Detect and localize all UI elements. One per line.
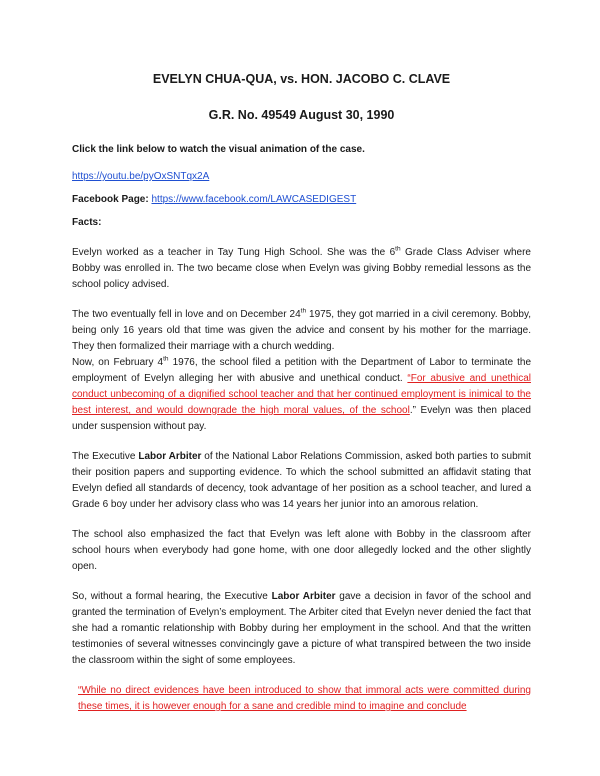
labor-arbiter-term: Labor Arbiter bbox=[138, 451, 202, 462]
facebook-label: Facebook Page: bbox=[72, 194, 149, 205]
arbiter-quote: “While no direct evidences have been introduced to show that immoral acts were committed during these times, it is however enough for a sane and credible mind to imagine and conclude bbox=[78, 685, 531, 712]
facts-paragraph-5: The school also emphasized the fact that Evelyn was left alone with Bobby in the classroom after school hours when everybody had gone home, with one door allegedly locked and the other slightly open. bbox=[72, 529, 531, 572]
facts-paragraph-4: The Executive Labor Arbiter of the National Labor Relations Commission, asked both parties to submit their position papers and supporting evidence. To which the school submitted an affidavit stating that Evelyn defied all standards of decency, took advantage of her position as a school teacher, and lured a Grade 6 boy under her advisory class who was 14 years her junior into an amorous relation. bbox=[72, 451, 531, 510]
facebook-link[interactable]: https://www.facebook.com/LAWCASEDIGEST bbox=[151, 194, 357, 205]
facts-paragraph-6: So, without a formal hearing, the Executive Labor Arbiter gave a decision in favor of the school and granted the termination of Evelyn’s employment. The Arbiter cited that Evelyn never denied the fact that she had a romantic relationship with Bobby during her employment in the school. And that the written testimonies of several witnesses convincingly gave a picture of what transpired between the two inside the classroom within the sight of some employees. bbox=[72, 591, 532, 666]
facts-heading: Facts: bbox=[72, 217, 102, 228]
case-gr-number: G.R. No. 49549 August 30, 1990 bbox=[208, 108, 395, 122]
school-petition-quote: “For abusive and unethical conduct unbecoming of a dignified school teacher and that her continued employment is inimical to the best interest, and would downgrade the high moral values, of the school bbox=[72, 373, 531, 416]
youtube-link[interactable]: https://youtu.be/pyOxSNTqx2A bbox=[72, 171, 210, 182]
arbiter-quote-paragraph bbox=[72, 683, 531, 715]
case-title: EVELYN CHUA-QUA, vs. HON. JACOBO C. CLAVE bbox=[152, 72, 451, 86]
labor-arbiter-term: Labor Arbiter bbox=[271, 591, 336, 602]
youtube-link-line bbox=[72, 169, 531, 185]
facts-paragraph-1: Evelyn worked as a teacher in Tay Tung High School. She was the 6th Grade Class Adviser where Bobby was enrolled in. The two became close when Evelyn was giving Bobby remedial lessons as the school policy advised. bbox=[72, 245, 531, 290]
facts-paragraph-3: Now, on February 4th 1976, the school filed a petition with the Department of Labor to terminate the employment of Evelyn alleging her with abusive and unethical conduct. “For abusive and unethical conduct unbecoming of a dignified school teacher and that her continued employment is inimical to the best interest, and would downgrade the high moral values, of the school.” Evelyn was then placed under suspension without pay. bbox=[72, 355, 532, 432]
facts-paragraph-2: The two eventually fell in love and on December 24th 1975, they got married in a civil ceremony. Bobby, being only 16 years old that time was given the advice and consent by his mother for the marriage. They then formalized their marriage with a church wedding. bbox=[72, 307, 532, 352]
facebook-line bbox=[72, 192, 531, 208]
watch-instruction: Click the link below to watch the visual animation of the case. bbox=[72, 144, 365, 155]
